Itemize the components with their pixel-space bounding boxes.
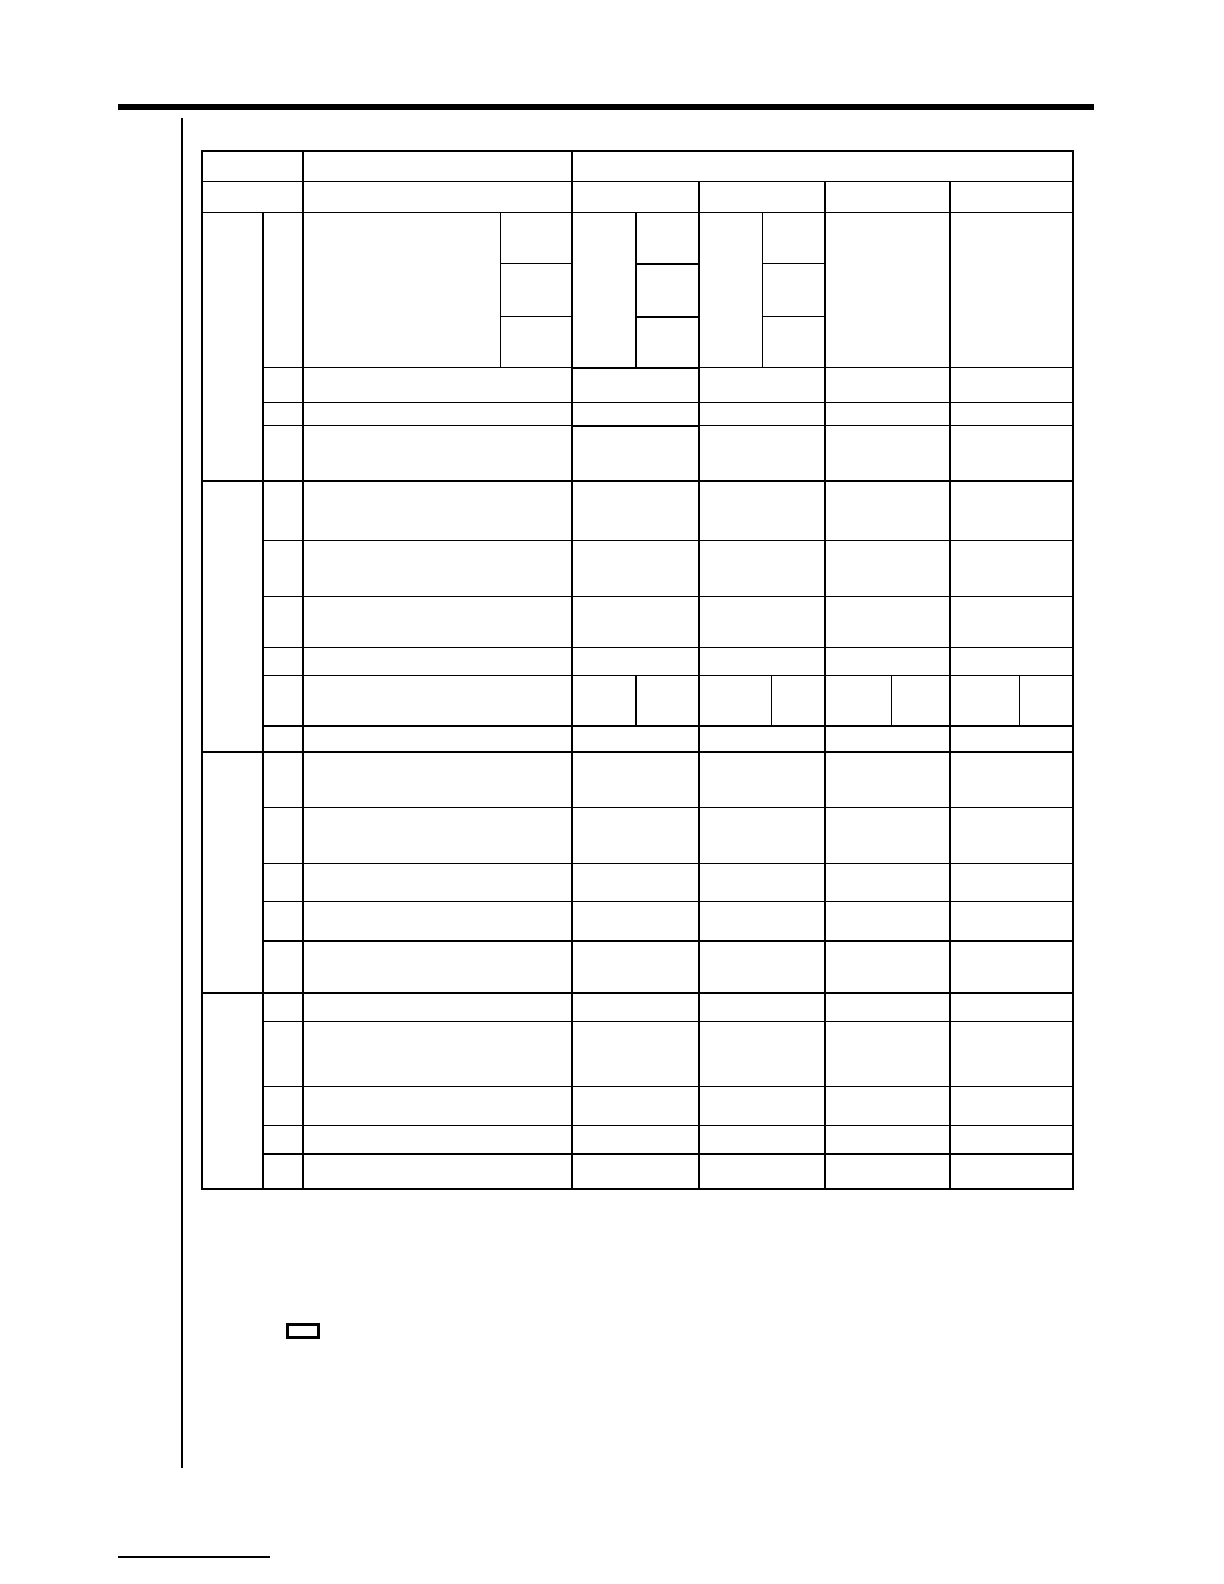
table-cell-no-4 [264, 482, 301, 538]
left-margin-rule [181, 118, 183, 1468]
table-top-border [201, 150, 1074, 152]
row-rule-7 [262, 647, 1074, 648]
table-cell-col1-11 [573, 809, 696, 861]
table-cell-col4-1 [951, 369, 1070, 400]
table-cell-col3-1 [826, 369, 947, 400]
split-row-rule-a [635, 675, 637, 725]
table-cell-col2-16 [700, 1023, 822, 1084]
table-cell-col4-14 [951, 942, 1070, 990]
table-cell-col3-14 [826, 942, 947, 990]
table-cell-col4-3 [951, 427, 1070, 478]
table-cell-no-1 [264, 369, 301, 400]
table-cell-group-2 [203, 753, 261, 990]
split-row-rule-b [771, 675, 772, 725]
table-cell-group-0 [203, 214, 261, 478]
table-cell-col1-19 [573, 1155, 696, 1187]
table-cell-item-15 [304, 994, 569, 1019]
table-cell-col3-2 [826, 404, 947, 423]
row-rule-12 [262, 863, 1074, 864]
table-cell-col4-18 [951, 1127, 1070, 1151]
row-rule-6 [262, 596, 1074, 597]
table-cell-col3-11 [826, 809, 947, 861]
value1-split-rule-h2 [635, 316, 698, 318]
table-cell-col2-18 [700, 1127, 822, 1151]
table-cell-item-17 [304, 1088, 569, 1123]
table-cell-item-7 [304, 649, 569, 673]
table-cell-col4-4 [951, 482, 1070, 538]
table-cell-col3-16 [826, 1023, 947, 1084]
value1-split-rule-h1 [635, 263, 698, 265]
table-cell-col1-4 [573, 482, 696, 538]
table-cell-col4-2 [951, 404, 1070, 423]
table-cell-col1-13 [573, 903, 696, 938]
table-cell-no-12 [264, 865, 301, 899]
specification-table [201, 150, 1074, 1190]
table-cell-col1-10 [573, 753, 696, 805]
value1-split-rule [635, 212, 637, 367]
table-cell-no-5 [264, 542, 301, 594]
table-cell-no-0 [264, 214, 301, 365]
table-cell-col3-4 [826, 482, 947, 538]
table-cell-no-3 [264, 427, 301, 478]
table-cell-col3-17 [826, 1088, 947, 1123]
table-cell-col1-3 [573, 427, 696, 478]
table-cell-col1-14 [573, 942, 696, 990]
table-cell-col4-16 [951, 1023, 1070, 1084]
table-right-border [1072, 150, 1074, 1190]
table-cell-col3-18 [826, 1127, 947, 1151]
table-cell-col2-19 [700, 1155, 822, 1187]
table-cell-item-6 [304, 598, 569, 645]
table-cell-item-18 [304, 1127, 569, 1151]
table-cell-col2-10 [700, 753, 822, 805]
table-cell-col2-5 [700, 542, 822, 594]
table-cell-no-14 [264, 942, 301, 990]
table-cell-no-6 [264, 598, 301, 645]
table-cell-col4-7 [951, 649, 1070, 673]
table-cell-item-0 [304, 214, 498, 365]
table-cell-item-14 [304, 942, 569, 990]
table-cell-col4-0 [951, 214, 1070, 365]
table-cell-item-10 [304, 753, 569, 805]
subitem-rule-1 [500, 263, 571, 264]
split-row-rule-d [1019, 675, 1020, 725]
table-cell-col1-15 [573, 994, 696, 1019]
table-cell-item-13 [304, 903, 569, 938]
header-rule-1 [201, 181, 1074, 182]
table-cell-col2-14 [700, 942, 822, 990]
table-cell-col1-0 [573, 214, 633, 365]
table-cell-col2-1 [700, 369, 822, 400]
table-cell-col3-7 [826, 649, 947, 673]
table-cell-no-7 [264, 649, 301, 673]
row-rule-5 [262, 540, 1074, 541]
table-cell-item-9 [304, 727, 569, 749]
table-cell-item-2 [304, 404, 569, 423]
table-cell-col1-7 [573, 649, 696, 673]
table-cell-no-18 [264, 1127, 301, 1151]
table-cell-item-19 [304, 1155, 569, 1187]
table-cell-col3-8 [826, 677, 889, 723]
table-cell-col4-11 [951, 809, 1070, 861]
header-rule [118, 104, 1094, 110]
table-cell-col1-8 [573, 677, 633, 723]
split-row-rule-c [891, 675, 892, 725]
row-rule-16 [262, 1021, 1074, 1022]
table-cell-col1-5 [573, 542, 696, 594]
table-cell-item-1 [304, 369, 569, 400]
table-cell-col1-6 [573, 598, 696, 645]
table-bottom-border [201, 1188, 1074, 1190]
row-rule-2 [262, 402, 1074, 403]
row-rule-17 [262, 1086, 1074, 1087]
table-cell-col2-3 [700, 427, 822, 478]
table-cell-col2-8 [700, 677, 769, 723]
table-cell-no-19 [264, 1155, 301, 1187]
table-cell-col4-19 [951, 1155, 1070, 1187]
value2-split-rule [762, 212, 763, 367]
table-cell-no-17 [264, 1088, 301, 1123]
table-cell-col4-17 [951, 1088, 1070, 1123]
table-cell-no-9 [264, 727, 301, 749]
table-cell-col3-15 [826, 994, 947, 1019]
table-cell-item-11 [304, 809, 569, 861]
table-cell-group-3 [203, 994, 261, 1188]
row-rule-1 [262, 367, 1074, 368]
table-cell-col2-11 [700, 809, 822, 861]
table-cell-col1-18 [573, 1127, 696, 1151]
row-rule-18 [262, 1125, 1074, 1126]
table-cell-col4-9 [951, 727, 1070, 749]
table-cell-no-8 [264, 677, 301, 723]
row-rule-8 [262, 675, 1074, 676]
table-cell-col1-9 [573, 727, 696, 749]
col-subitem-divider [500, 212, 501, 367]
table-cell-col2-0 [700, 214, 760, 365]
row-rule-11 [262, 807, 1074, 808]
table-cell-col2-12 [700, 865, 822, 899]
table-cell-col1-17 [573, 1088, 696, 1123]
table-cell-no-16 [264, 1023, 301, 1084]
table-cell-col2-15 [700, 994, 822, 1019]
table-cell-col4-8 [951, 677, 1017, 723]
header-rule-2 [201, 212, 1074, 213]
table-cell-col3-10 [826, 753, 947, 805]
table-cell-col3-5 [826, 542, 947, 594]
note-marker-box [286, 1323, 320, 1339]
table-cell-no-11 [264, 809, 301, 861]
table-cell-col3-0 [826, 214, 947, 365]
table-cell-col2-4 [700, 482, 822, 538]
footer-rule [118, 1556, 270, 1558]
table-cell-item-5 [304, 542, 569, 594]
table-cell-item-16 [304, 1023, 569, 1084]
table-cell-col2-2 [700, 404, 822, 423]
table-cell-no-15 [264, 994, 301, 1019]
table-cell-col3-3 [826, 427, 947, 478]
table-cell-col3-19 [826, 1155, 947, 1187]
table-cell-col4-6 [951, 598, 1070, 645]
table-cell-col2-7 [700, 649, 822, 673]
table-cell-col2-17 [700, 1088, 822, 1123]
table-cell-col4-13 [951, 903, 1070, 938]
subitem-rule-2 [500, 316, 571, 317]
table-cell-col3-6 [826, 598, 947, 645]
table-cell-col1-12 [573, 865, 696, 899]
table-cell-col1-2 [573, 404, 696, 423]
table-cell-col4-12 [951, 865, 1070, 899]
table-cell-item-3 [304, 427, 569, 478]
table-cell-no-13 [264, 903, 301, 938]
table-cell-no-10 [264, 753, 301, 805]
table-cell-col3-13 [826, 903, 947, 938]
table-cell-col3-12 [826, 865, 947, 899]
table-cell-item-4 [304, 482, 569, 538]
table-cell-group-1 [203, 482, 261, 749]
table-cell-col3-9 [826, 727, 947, 749]
table-cell-col2-6 [700, 598, 822, 645]
table-cell-col4-15 [951, 994, 1070, 1019]
table-cell-col2-9 [700, 727, 822, 749]
table-cell-col1-1 [573, 369, 696, 400]
table-cell-col1-16 [573, 1023, 696, 1084]
table-cell-sub-0 [502, 214, 569, 261]
table-cell-col4-5 [951, 542, 1070, 594]
table-cell-item-12 [304, 865, 569, 899]
value2-split-rule-h1 [762, 263, 824, 264]
value2-split-rule-h2 [762, 316, 824, 317]
table-cell-item-8 [304, 677, 569, 723]
table-cell-col4-10 [951, 753, 1070, 805]
row-rule-13 [262, 901, 1074, 902]
table-cell-col2-13 [700, 903, 822, 938]
table-cell-no-2 [264, 404, 301, 423]
